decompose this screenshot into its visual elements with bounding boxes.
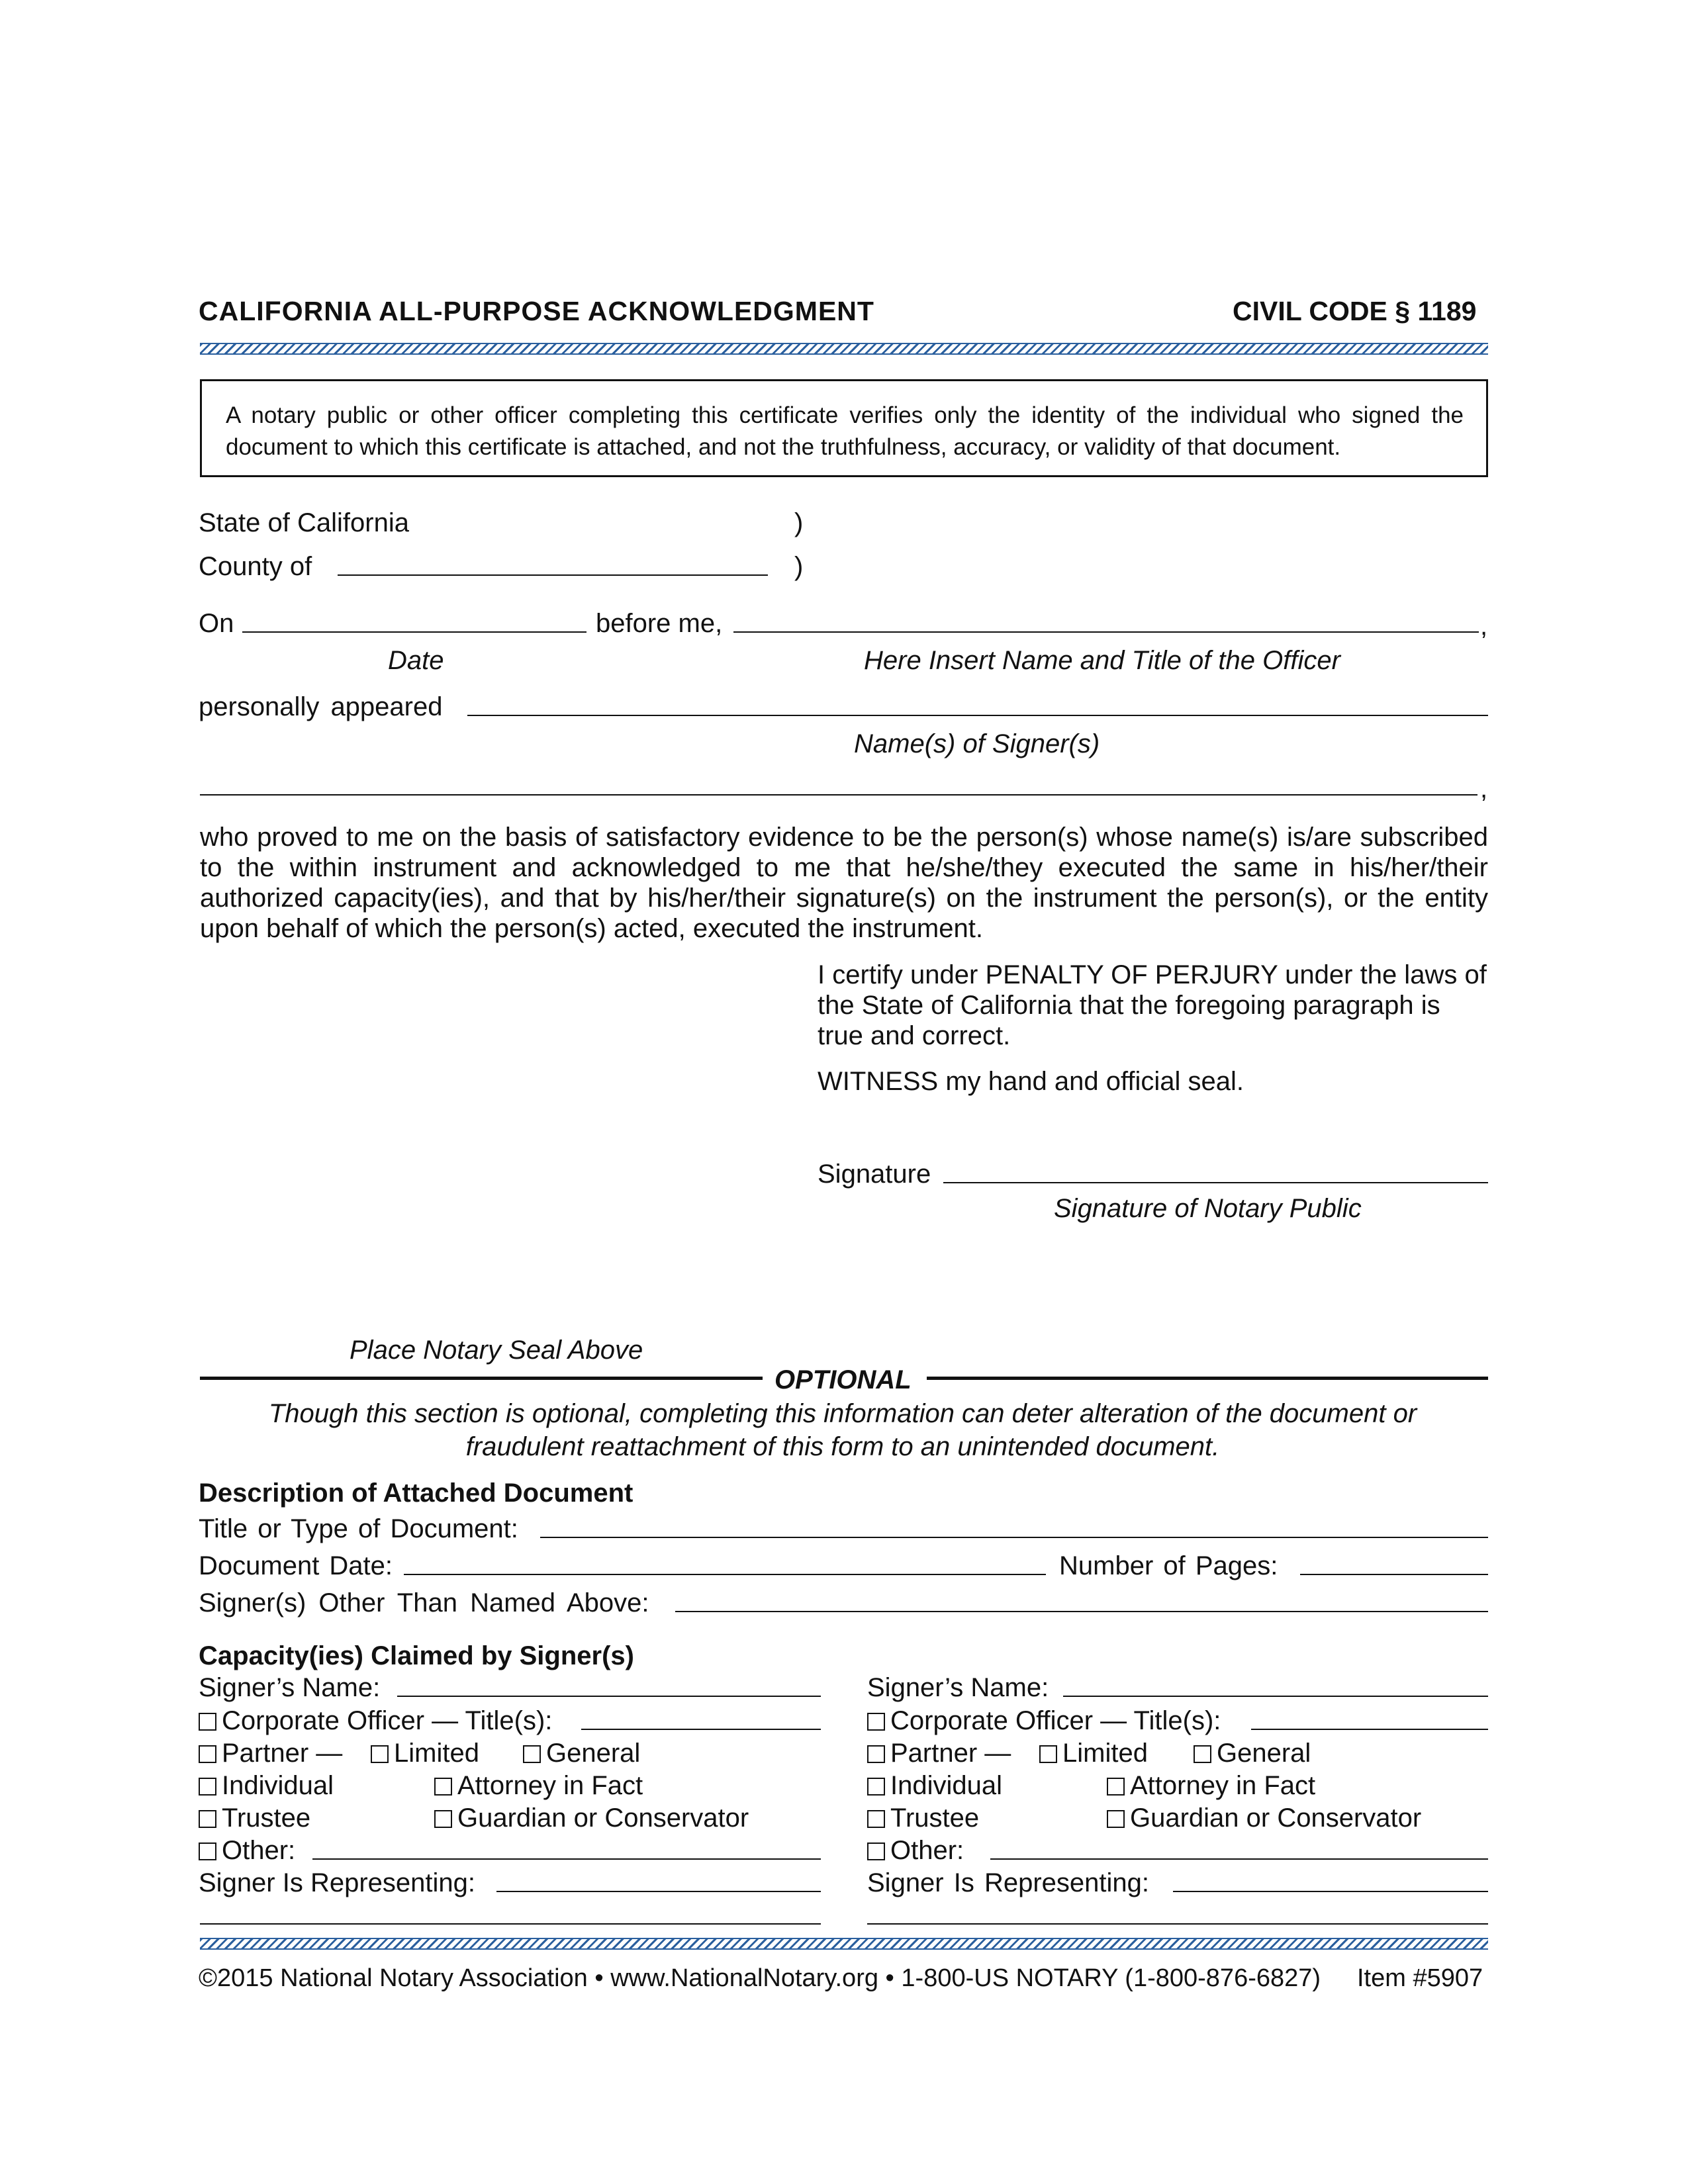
- other-signers-field[interactable]: [675, 1611, 1488, 1612]
- other-label: Other:: [890, 1836, 964, 1865]
- representing-field[interactable]: [1173, 1891, 1488, 1892]
- individual-checkbox[interactable]: [199, 1778, 216, 1796]
- signature-label: Signature: [818, 1160, 931, 1189]
- general-label: General: [1217, 1739, 1311, 1768]
- description-heading: Description of Attached Document: [199, 1479, 633, 1508]
- guardian-checkbox[interactable]: [434, 1810, 452, 1828]
- other-checkbox[interactable]: [199, 1843, 216, 1860]
- attorney-label: Attorney in Fact: [457, 1771, 643, 1800]
- officer-caption: Here Insert Name and Title of the Officer: [864, 646, 1340, 675]
- corporate-title-field[interactable]: [1251, 1729, 1488, 1730]
- partner-option[interactable]: [199, 1740, 342, 1766]
- trustee-option[interactable]: [867, 1805, 979, 1831]
- signers-field-continued[interactable]: [200, 794, 1477, 796]
- attorney-checkbox[interactable]: [1107, 1778, 1125, 1796]
- representing-field-continued[interactable]: [867, 1923, 1488, 1925]
- perjury-statement: I certify under PENALTY OF PERJURY under the laws of the State of California that the foregoing paragraph is true and correct.: [818, 960, 1487, 1050]
- corporate-officer-option[interactable]: [867, 1707, 1221, 1734]
- notice-text: A notary public or other officer completing this certificate verifies only the identity of the individual who signed the document to which this certificate is attached, and not the truthfulness, accuracy, or validity of that document.: [226, 402, 1464, 460]
- attorney-label: Attorney in Fact: [1130, 1771, 1316, 1800]
- county-paren: ): [794, 552, 804, 581]
- corporate-title-field[interactable]: [581, 1729, 821, 1730]
- document-title-label: Title or Type of Document:: [199, 1514, 518, 1543]
- partner-option[interactable]: [867, 1740, 1011, 1766]
- trustee-checkbox[interactable]: [199, 1810, 216, 1828]
- partner-checkbox[interactable]: [867, 1745, 885, 1763]
- date-field[interactable]: [242, 631, 586, 633]
- other-option[interactable]: [199, 1837, 295, 1864]
- individual-checkbox[interactable]: [867, 1778, 885, 1796]
- signer-name-field[interactable]: [1063, 1696, 1488, 1697]
- signature-caption: Signature of Notary Public: [1054, 1194, 1362, 1223]
- pages-field[interactable]: [1300, 1574, 1488, 1575]
- optional-heading: OPTIONAL: [774, 1365, 912, 1394]
- county-label: County of: [199, 552, 312, 581]
- guardian-option[interactable]: [1107, 1805, 1421, 1831]
- signer-name-field[interactable]: [397, 1696, 821, 1697]
- limited-option[interactable]: [1039, 1740, 1148, 1766]
- notice-box: [200, 379, 1488, 477]
- general-option[interactable]: [1194, 1740, 1311, 1766]
- officer-comma: ,: [1480, 612, 1488, 641]
- limited-checkbox[interactable]: [1039, 1745, 1057, 1763]
- trustee-checkbox[interactable]: [867, 1810, 885, 1828]
- trustee-label: Trustee: [222, 1803, 311, 1833]
- guardian-checkbox[interactable]: [1107, 1810, 1125, 1828]
- other-checkbox[interactable]: [867, 1843, 885, 1860]
- pages-label: Number of Pages:: [1059, 1551, 1278, 1580]
- signers-caption: Name(s) of Signer(s): [854, 729, 1100, 758]
- optional-note-line2: fraudulent reattachment of this form to an unintended document.: [465, 1432, 1220, 1461]
- document-date-label: Document Date:: [199, 1551, 393, 1580]
- guardian-option[interactable]: [434, 1805, 749, 1831]
- partner-checkbox[interactable]: [199, 1745, 216, 1763]
- guardian-label: Guardian or Conservator: [1130, 1803, 1422, 1833]
- other-option[interactable]: [867, 1837, 964, 1864]
- signers-comma: ,: [1480, 774, 1488, 803]
- guardian-label: Guardian or Conservator: [457, 1803, 749, 1833]
- other-signers-label: Signer(s) Other Than Named Above:: [199, 1588, 649, 1617]
- corporate-officer-label: Corporate Officer — Title(s):: [890, 1706, 1221, 1735]
- signers-field[interactable]: [467, 715, 1488, 716]
- general-label: General: [546, 1739, 641, 1768]
- general-checkbox[interactable]: [1194, 1745, 1211, 1763]
- appeared-label: personally appeared: [199, 692, 443, 721]
- individual-label: Individual: [890, 1771, 1003, 1800]
- other-label: Other:: [222, 1836, 296, 1865]
- representing-label: Signer Is Representing:: [199, 1868, 476, 1897]
- other-field[interactable]: [312, 1858, 821, 1860]
- footer-copyright: ©2015 National Notary Association • www.NationalNotary.org • 1-800-US NOTARY (1-800-876-6827): [199, 1964, 1321, 1992]
- corporate-officer-option[interactable]: [199, 1707, 552, 1734]
- optional-note-line1: Though this section is optional, completing this information can deter alteration of the document or: [268, 1399, 1417, 1428]
- notary-signature-field[interactable]: [943, 1182, 1488, 1183]
- trustee-option[interactable]: [199, 1805, 310, 1831]
- individual-option[interactable]: [199, 1772, 334, 1799]
- general-option[interactable]: [523, 1740, 640, 1766]
- document-date-field[interactable]: [404, 1574, 1046, 1575]
- signer-name-label: Signer’s Name:: [199, 1673, 381, 1702]
- attorney-option[interactable]: [434, 1772, 643, 1799]
- form-title: CALIFORNIA ALL-PURPOSE ACKNOWLEDGMENT: [199, 296, 874, 326]
- signer-name-label: Signer’s Name:: [867, 1673, 1049, 1702]
- corporate-officer-checkbox[interactable]: [867, 1713, 885, 1731]
- corporate-officer-label: Corporate Officer — Title(s):: [222, 1706, 553, 1735]
- trustee-label: Trustee: [890, 1803, 980, 1833]
- limited-label: Limited: [1062, 1739, 1148, 1768]
- representing-field[interactable]: [496, 1891, 821, 1892]
- limited-option[interactable]: [371, 1740, 479, 1766]
- representing-field-continued[interactable]: [200, 1923, 821, 1925]
- individual-label: Individual: [222, 1771, 334, 1800]
- state-paren: ): [794, 508, 804, 537]
- document-title-field[interactable]: [540, 1537, 1488, 1538]
- partner-label: Partner —: [222, 1739, 343, 1768]
- limited-checkbox[interactable]: [371, 1745, 389, 1763]
- bottom-rope-divider: [200, 1938, 1488, 1950]
- officer-field[interactable]: [733, 631, 1479, 633]
- optional-rule-right: [927, 1377, 1488, 1380]
- representing-label: Signer Is Representing:: [867, 1868, 1150, 1897]
- date-caption: Date: [388, 646, 444, 675]
- limited-label: Limited: [394, 1739, 479, 1768]
- other-field[interactable]: [990, 1858, 1488, 1860]
- attorney-option[interactable]: [1107, 1772, 1315, 1799]
- acknowledgment-paragraph: who proved to me on the basis of satisfactory evidence to be the person(s) whose name(s) is/are subscribed to the within instrument and acknowledged to me that he/she/they executed the same in his/her/their authorized capacity(ies), and that by his/her/their signature(s) on the instrument the person(s), or the entity upon behalf of which the person(s) acted, executed the instrument.: [200, 823, 1488, 943]
- attorney-checkbox[interactable]: [434, 1778, 452, 1796]
- civil-code-label: CIVIL CODE § 1189: [1233, 296, 1477, 326]
- optional-rule-left: [200, 1377, 763, 1380]
- witness-statement: WITNESS my hand and official seal.: [818, 1067, 1244, 1096]
- county-field[interactable]: [338, 574, 768, 576]
- top-rope-divider: [200, 343, 1488, 355]
- capacity-heading: Capacity(ies) Claimed by Signer(s): [199, 1641, 634, 1670]
- general-checkbox[interactable]: [523, 1745, 541, 1763]
- seal-caption: Place Notary Seal Above: [350, 1336, 643, 1365]
- individual-option[interactable]: [867, 1772, 1002, 1799]
- corporate-officer-checkbox[interactable]: [199, 1713, 216, 1731]
- state-label: State of California: [199, 508, 409, 537]
- footer-item-number: Item #5907: [1357, 1964, 1483, 1992]
- on-label: On: [199, 609, 234, 638]
- partner-label: Partner —: [890, 1739, 1011, 1768]
- before-me-label: before me,: [596, 609, 723, 638]
